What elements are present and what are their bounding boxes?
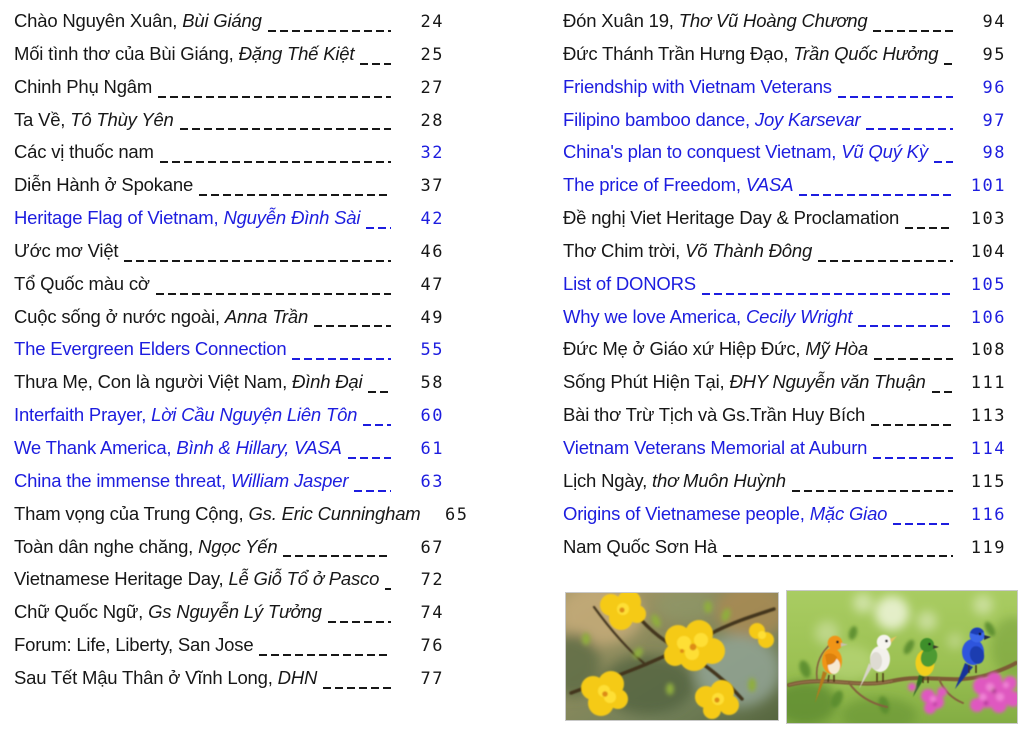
page-number: 24: [420, 12, 444, 32]
dashed-leader: [323, 687, 391, 689]
dashed-leader: [158, 96, 391, 98]
toc-entry-author: Thơ Vũ Hoàng Chương: [678, 10, 868, 31]
dashed-leader: [838, 96, 953, 98]
toc-entry: [563, 498, 1006, 531]
toc-entry: [14, 465, 444, 498]
dashed-leader: [874, 358, 953, 360]
page-number: 63: [420, 471, 444, 492]
toc-entry: [14, 498, 469, 531]
page-number: 108: [970, 340, 1006, 361]
birds-illustration: [787, 591, 1017, 723]
page-number: 96: [982, 77, 1006, 98]
toc-entry-title: Bài thơ Trừ Tịch và Gs.Trần Huy Bích: [563, 404, 866, 426]
page-number: 94: [982, 12, 1006, 32]
dashed-leader: [873, 30, 953, 32]
dashed-leader: [944, 63, 953, 65]
dashed-leader: [866, 128, 953, 130]
dashed-leader: [354, 490, 391, 492]
toc-entry: [563, 268, 1006, 301]
dashed-leader: [363, 424, 391, 426]
dashed-leader: [314, 325, 391, 327]
toc-entry-title: Cuộc sống ở nước ngoài,: [14, 305, 220, 327]
toc-entry: [14, 563, 444, 596]
toc-entry: [563, 169, 1006, 202]
toc-entry: [563, 333, 1006, 366]
page-number: 114: [970, 438, 1006, 459]
toc-entry-title: Đón Xuân 19,: [563, 10, 674, 31]
toc-column-right: [563, 5, 1006, 563]
page-number: 105: [970, 274, 1006, 295]
toc-entry-author: DHN: [277, 666, 318, 688]
toc-entry-author: Mặc Giao: [809, 502, 888, 524]
toc-entry: [563, 71, 1006, 104]
toc-entry-title: Filipino bamboo dance,: [563, 108, 750, 130]
toc-entry: [563, 202, 1006, 235]
toc-entry-title: Sống Phút Hiện Tại,: [563, 371, 725, 393]
dashed-leader: [328, 621, 391, 623]
toc-entry-author: VASA: [745, 174, 794, 196]
page-number: 72: [420, 570, 445, 591]
toc-entry-title: Why we love America,: [563, 305, 741, 327]
page-number: 106: [970, 307, 1006, 328]
toc-entry-title: Vietnamese Heritage Day,: [14, 568, 224, 590]
toc-entry-title: The price of Freedom,: [563, 174, 741, 196]
toc-entry: [14, 268, 444, 301]
toc-entry: [14, 301, 444, 334]
dashed-leader: [348, 457, 391, 459]
dashed-leader: [873, 457, 953, 459]
toc-entry-title: Lịch Ngày,: [563, 469, 648, 491]
dashed-leader: [818, 260, 953, 262]
toc-entry: [14, 531, 444, 564]
dashed-leader: [366, 227, 391, 229]
page-number: 115: [970, 471, 1006, 492]
page-number: 101: [970, 176, 1006, 197]
toc-entry-title: Ước mơ Việt: [14, 239, 119, 261]
toc-entry: [563, 399, 1006, 432]
toc-entry-author: Mỹ Hòa: [805, 338, 868, 360]
page-number: 97: [982, 110, 1006, 131]
toc-entry-title: Diễn Hành ở Spokane: [14, 174, 194, 196]
toc-entry-author: Đặng Thế Kiệt: [238, 42, 355, 64]
toc-entry-author: Võ Thành Đông: [685, 239, 813, 261]
toc-entry-title: Đức Thánh Trần Hưng Đạo,: [563, 42, 789, 64]
dashed-leader: [283, 555, 391, 557]
page-number: 74: [420, 603, 444, 624]
toc-entry: [563, 301, 1006, 334]
dashed-leader: [385, 588, 391, 590]
page-number: 47: [420, 274, 444, 295]
page-number: 104: [970, 241, 1006, 262]
page-number: 65: [445, 504, 469, 525]
toc-entry: [563, 136, 1006, 169]
toc-entry-title: Chào Nguyên Xuân,: [14, 10, 178, 31]
page-number: 61: [420, 438, 444, 459]
toc-entry-author: Gs. Eric Cunningham: [248, 502, 421, 524]
toc-entry: [14, 136, 444, 169]
page-number: 46: [420, 241, 444, 262]
page-number: 27: [420, 77, 444, 98]
page-number: 98: [982, 143, 1006, 164]
toc-entry: [563, 235, 1006, 268]
toc-entry-title: Nam Quốc Sơn Hà: [563, 535, 718, 557]
toc-entry-author: ĐHY Nguyễn văn Thuận: [729, 371, 926, 393]
toc-entry-author: Bình & Hillary, VASA: [176, 436, 342, 458]
dashed-leader: [368, 391, 391, 393]
toc-entry: [14, 333, 444, 366]
toc-entry: [14, 399, 444, 432]
dashed-leader: [799, 194, 953, 196]
toc-entry-author: William Jasper: [230, 469, 349, 491]
page-number: 49: [420, 307, 444, 328]
toc-entry: [563, 104, 1006, 137]
toc-entry-author: thơ Muôn Huỳnh: [652, 469, 786, 491]
dashed-leader: [792, 490, 953, 492]
toc-entry-author: Đình Đại: [292, 371, 363, 393]
dashed-leader: [292, 358, 391, 360]
toc-entry-author: Ngọc Yến: [198, 535, 278, 557]
dashed-leader: [905, 227, 953, 229]
page-number: 103: [970, 209, 1006, 230]
toc-entry-title: Tham vọng của Trung Cộng,: [14, 502, 244, 524]
toc-entry-title: The Evergreen Elders Connection: [14, 338, 287, 360]
toc-entry: [563, 465, 1006, 498]
toc-entry-author: Vũ Quý Kỳ: [841, 141, 928, 163]
dashed-leader: [180, 128, 391, 130]
colorful-birds-photo: [786, 590, 1018, 724]
page-number: 25: [420, 44, 444, 65]
dashed-leader: [360, 63, 391, 65]
toc-entry-title: Origins of Vietnamese people,: [563, 502, 805, 524]
page-number: 113: [970, 406, 1006, 427]
toc-entry-title: Interfaith Prayer,: [14, 404, 147, 426]
toc-entry-title: Thơ Chim trời,: [563, 239, 681, 261]
toc-entry: [14, 366, 444, 399]
toc-entry: [14, 629, 444, 662]
toc-entry-title: Các vị thuốc nam: [14, 141, 154, 163]
toc-entry: [14, 662, 444, 695]
toc-entry-author: Cecily Wright: [745, 305, 853, 327]
page-number: 28: [420, 110, 444, 131]
toc-entry-title: List of DONORS: [563, 272, 696, 294]
toc-entry: [14, 202, 444, 235]
page-number: 95: [982, 44, 1006, 65]
toc-entry: [14, 71, 444, 104]
toc-entry: [14, 432, 444, 465]
yellow-apricot-blossoms-photo: [565, 592, 779, 721]
page-number: 37: [420, 176, 444, 197]
toc-entry-title: Sau Tết Mậu Thân ở Vĩnh Long,: [14, 666, 273, 688]
dashed-leader: [259, 654, 391, 656]
toc-entry: [563, 432, 1006, 465]
dashed-leader: [160, 161, 391, 163]
toc-entry-title: Đề nghị Viet Heritage Day & Proclamation: [563, 207, 900, 229]
toc-entry-title: Chinh Phụ Ngâm: [14, 75, 153, 97]
toc-entry-author: Lời Cầu Nguyện Liên Tôn: [151, 404, 358, 426]
dashed-leader: [156, 293, 391, 295]
toc-entry-title: Heritage Flag of Vietnam,: [14, 207, 219, 229]
page-number: 116: [970, 504, 1006, 525]
toc-entry-title: China's plan to conquest Vietnam,: [563, 141, 837, 163]
toc-entry: [14, 596, 444, 629]
toc-entry-title: Toàn dân nghe chăng,: [14, 535, 194, 557]
toc-entry-title: Ta Về,: [14, 108, 66, 130]
toc-entry-title: Đức Mẹ ở Giáo xứ Hiệp Đức,: [563, 338, 801, 360]
toc-entry-title: Forum: Life, Liberty, San Jose: [14, 634, 254, 656]
dashed-leader: [932, 391, 953, 393]
toc-entry-title: Mối tình thơ của Bùi Giáng,: [14, 42, 234, 64]
page-number: 42: [420, 209, 444, 230]
toc-entry-title: China the immense threat,: [14, 469, 226, 491]
page-number: 67: [420, 537, 444, 558]
page-number: 32: [420, 143, 444, 164]
page-number: 77: [420, 668, 444, 689]
toc-entry: [14, 5, 444, 38]
toc-entry-author: Bùi Giáng: [182, 10, 262, 31]
dashed-leader: [702, 293, 953, 295]
dashed-leader: [871, 424, 953, 426]
toc-entry-author: Gs Nguyễn Lý Tưởng: [148, 601, 322, 623]
toc-entry: [14, 38, 444, 71]
dashed-leader: [199, 194, 391, 196]
dashed-leader: [268, 30, 391, 32]
toc-entry: [563, 5, 1006, 38]
page-number: 119: [970, 537, 1006, 558]
dashed-leader: [858, 325, 953, 327]
toc-entry: [563, 531, 1006, 564]
toc-entry-title: Thưa Mẹ, Con là người Việt Nam,: [14, 371, 288, 393]
toc-entry-title: Tổ Quốc màu cờ: [14, 272, 150, 294]
toc-entry-author: Tô Thùy Yên: [70, 108, 174, 130]
page-number: 111: [970, 373, 1006, 394]
toc-entry-title: We Thank America,: [14, 436, 172, 458]
dashed-leader: [893, 523, 953, 525]
page-number: 60: [420, 406, 444, 427]
toc-entry-title: Chữ Quốc Ngữ,: [14, 601, 144, 623]
toc-entry-author: Joy Karsevar: [754, 108, 861, 130]
toc-entry-title: Friendship with Vietnam Veterans: [563, 75, 832, 97]
flowers-illustration: [566, 593, 778, 720]
page-number: 76: [420, 636, 444, 657]
toc-entry-author: Anna Trần: [224, 305, 309, 327]
toc-entry: [563, 38, 1006, 71]
toc-entry: [14, 169, 444, 202]
toc-entry: [14, 235, 444, 268]
toc-entry-author: Lễ Giỗ Tổ ở Pasco: [228, 568, 380, 590]
toc-entry-title: Vietnam Veterans Memorial at Auburn: [563, 436, 868, 458]
page-number: 58: [420, 373, 444, 394]
dashed-leader: [124, 260, 391, 262]
toc-entry-author: Nguyễn Đình Sài: [223, 207, 361, 229]
dashed-leader: [934, 161, 953, 163]
toc-entry: [14, 104, 444, 137]
dashed-leader: [723, 555, 953, 557]
toc-entry-author: Trần Quốc Hưởng: [793, 42, 939, 64]
page-number: 55: [420, 340, 444, 361]
toc-entry: [563, 366, 1006, 399]
toc-column-left: [14, 5, 469, 695]
